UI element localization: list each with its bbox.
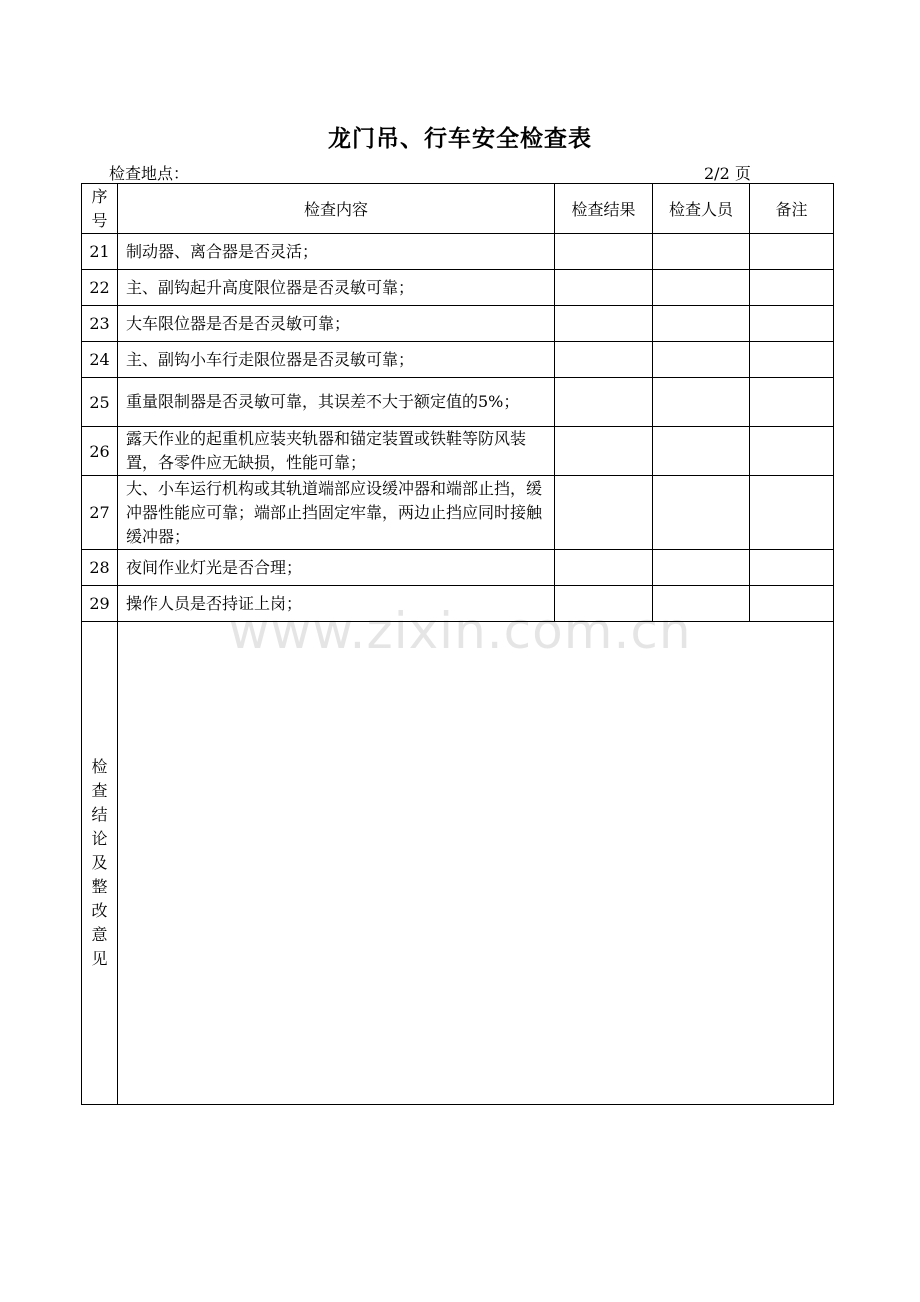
header-result: 检查结果 — [555, 184, 653, 234]
table-header-row — [82, 184, 834, 234]
row-number: 26 — [82, 427, 118, 476]
inspector-cell[interactable] — [653, 378, 750, 427]
remarks-cell[interactable] — [750, 586, 834, 622]
table-row — [82, 476, 834, 550]
inspector-cell[interactable] — [653, 476, 750, 550]
conclusion-label-cell — [82, 622, 118, 1105]
result-cell[interactable] — [555, 586, 653, 622]
result-cell[interactable] — [555, 427, 653, 476]
row-content: 操作人员是否持证上岗； — [118, 586, 555, 622]
inspection-table — [81, 183, 834, 1105]
table-row — [82, 378, 834, 427]
result-cell[interactable] — [555, 342, 653, 378]
document-title: 龙门吊、行车安全检查表 — [328, 125, 592, 152]
table-row — [82, 427, 834, 476]
page-indicator: 2/2 页 — [704, 164, 751, 183]
row-number: 23 — [82, 306, 118, 342]
remarks-cell[interactable] — [750, 342, 834, 378]
row-content: 大、小车运行机构或其轨道端部应设缓冲器和端部止挡，缓冲器性能应可靠；端部止挡固定牢靠，两边止挡应同时接触缓冲器； — [118, 476, 555, 550]
header-inspector: 检查人员 — [653, 184, 750, 234]
row-number: 27 — [82, 476, 118, 550]
row-content: 大车限位器是否是否灵敏可靠； — [118, 306, 555, 342]
inspector-cell[interactable] — [653, 306, 750, 342]
conclusion-label: 检查结论及整改意见 — [91, 757, 108, 968]
remarks-cell[interactable] — [750, 476, 834, 550]
watermark: www.zixin.com.cn — [228, 602, 692, 660]
inspector-cell[interactable] — [653, 234, 750, 270]
row-number: 24 — [82, 342, 118, 378]
row-content: 制动器、离合器是否灵活； — [118, 234, 555, 270]
inspector-cell[interactable] — [653, 427, 750, 476]
result-cell[interactable] — [555, 234, 653, 270]
row-number: 21 — [82, 234, 118, 270]
header-remarks: 备注 — [750, 184, 834, 234]
row-content: 主、副钩小车行走限位器是否灵敏可靠； — [118, 342, 555, 378]
row-number: 28 — [82, 550, 118, 586]
result-cell[interactable] — [555, 270, 653, 306]
table-row — [82, 550, 834, 586]
remarks-cell[interactable] — [750, 378, 834, 427]
result-cell[interactable] — [555, 378, 653, 427]
header-content: 检查内容 — [118, 184, 555, 234]
result-cell[interactable] — [555, 476, 653, 550]
remarks-cell[interactable] — [750, 306, 834, 342]
result-cell[interactable] — [555, 306, 653, 342]
row-content: 主、副钩起升高度限位器是否灵敏可靠； — [118, 270, 555, 306]
remarks-cell[interactable] — [750, 234, 834, 270]
row-content: 露天作业的起重机应装夹轨器和锚定装置或铁鞋等防风装置，各零件应无缺损，性能可靠； — [118, 427, 555, 476]
remarks-cell[interactable] — [750, 270, 834, 306]
table-row — [82, 270, 834, 306]
header-index: 序号 — [82, 184, 118, 234]
table-row — [82, 306, 834, 342]
result-cell[interactable] — [555, 550, 653, 586]
row-number: 29 — [82, 586, 118, 622]
table-row — [82, 586, 834, 622]
table-row — [82, 342, 834, 378]
inspector-cell[interactable] — [653, 270, 750, 306]
row-content: 重量限制器是否灵敏可靠，其误差不大于额定值的5%； — [118, 378, 555, 427]
inspector-cell[interactable] — [653, 586, 750, 622]
inspector-cell[interactable] — [653, 342, 750, 378]
conclusion-area[interactable] — [118, 622, 834, 1105]
remarks-cell[interactable] — [750, 550, 834, 586]
row-number: 25 — [82, 378, 118, 427]
row-number: 22 — [82, 270, 118, 306]
inspector-cell[interactable] — [653, 550, 750, 586]
table-row — [82, 234, 834, 270]
location-label: 检查地点： — [109, 164, 190, 183]
row-content: 夜间作业灯光是否合理； — [118, 550, 555, 586]
conclusion-row — [82, 622, 834, 1105]
remarks-cell[interactable] — [750, 427, 834, 476]
